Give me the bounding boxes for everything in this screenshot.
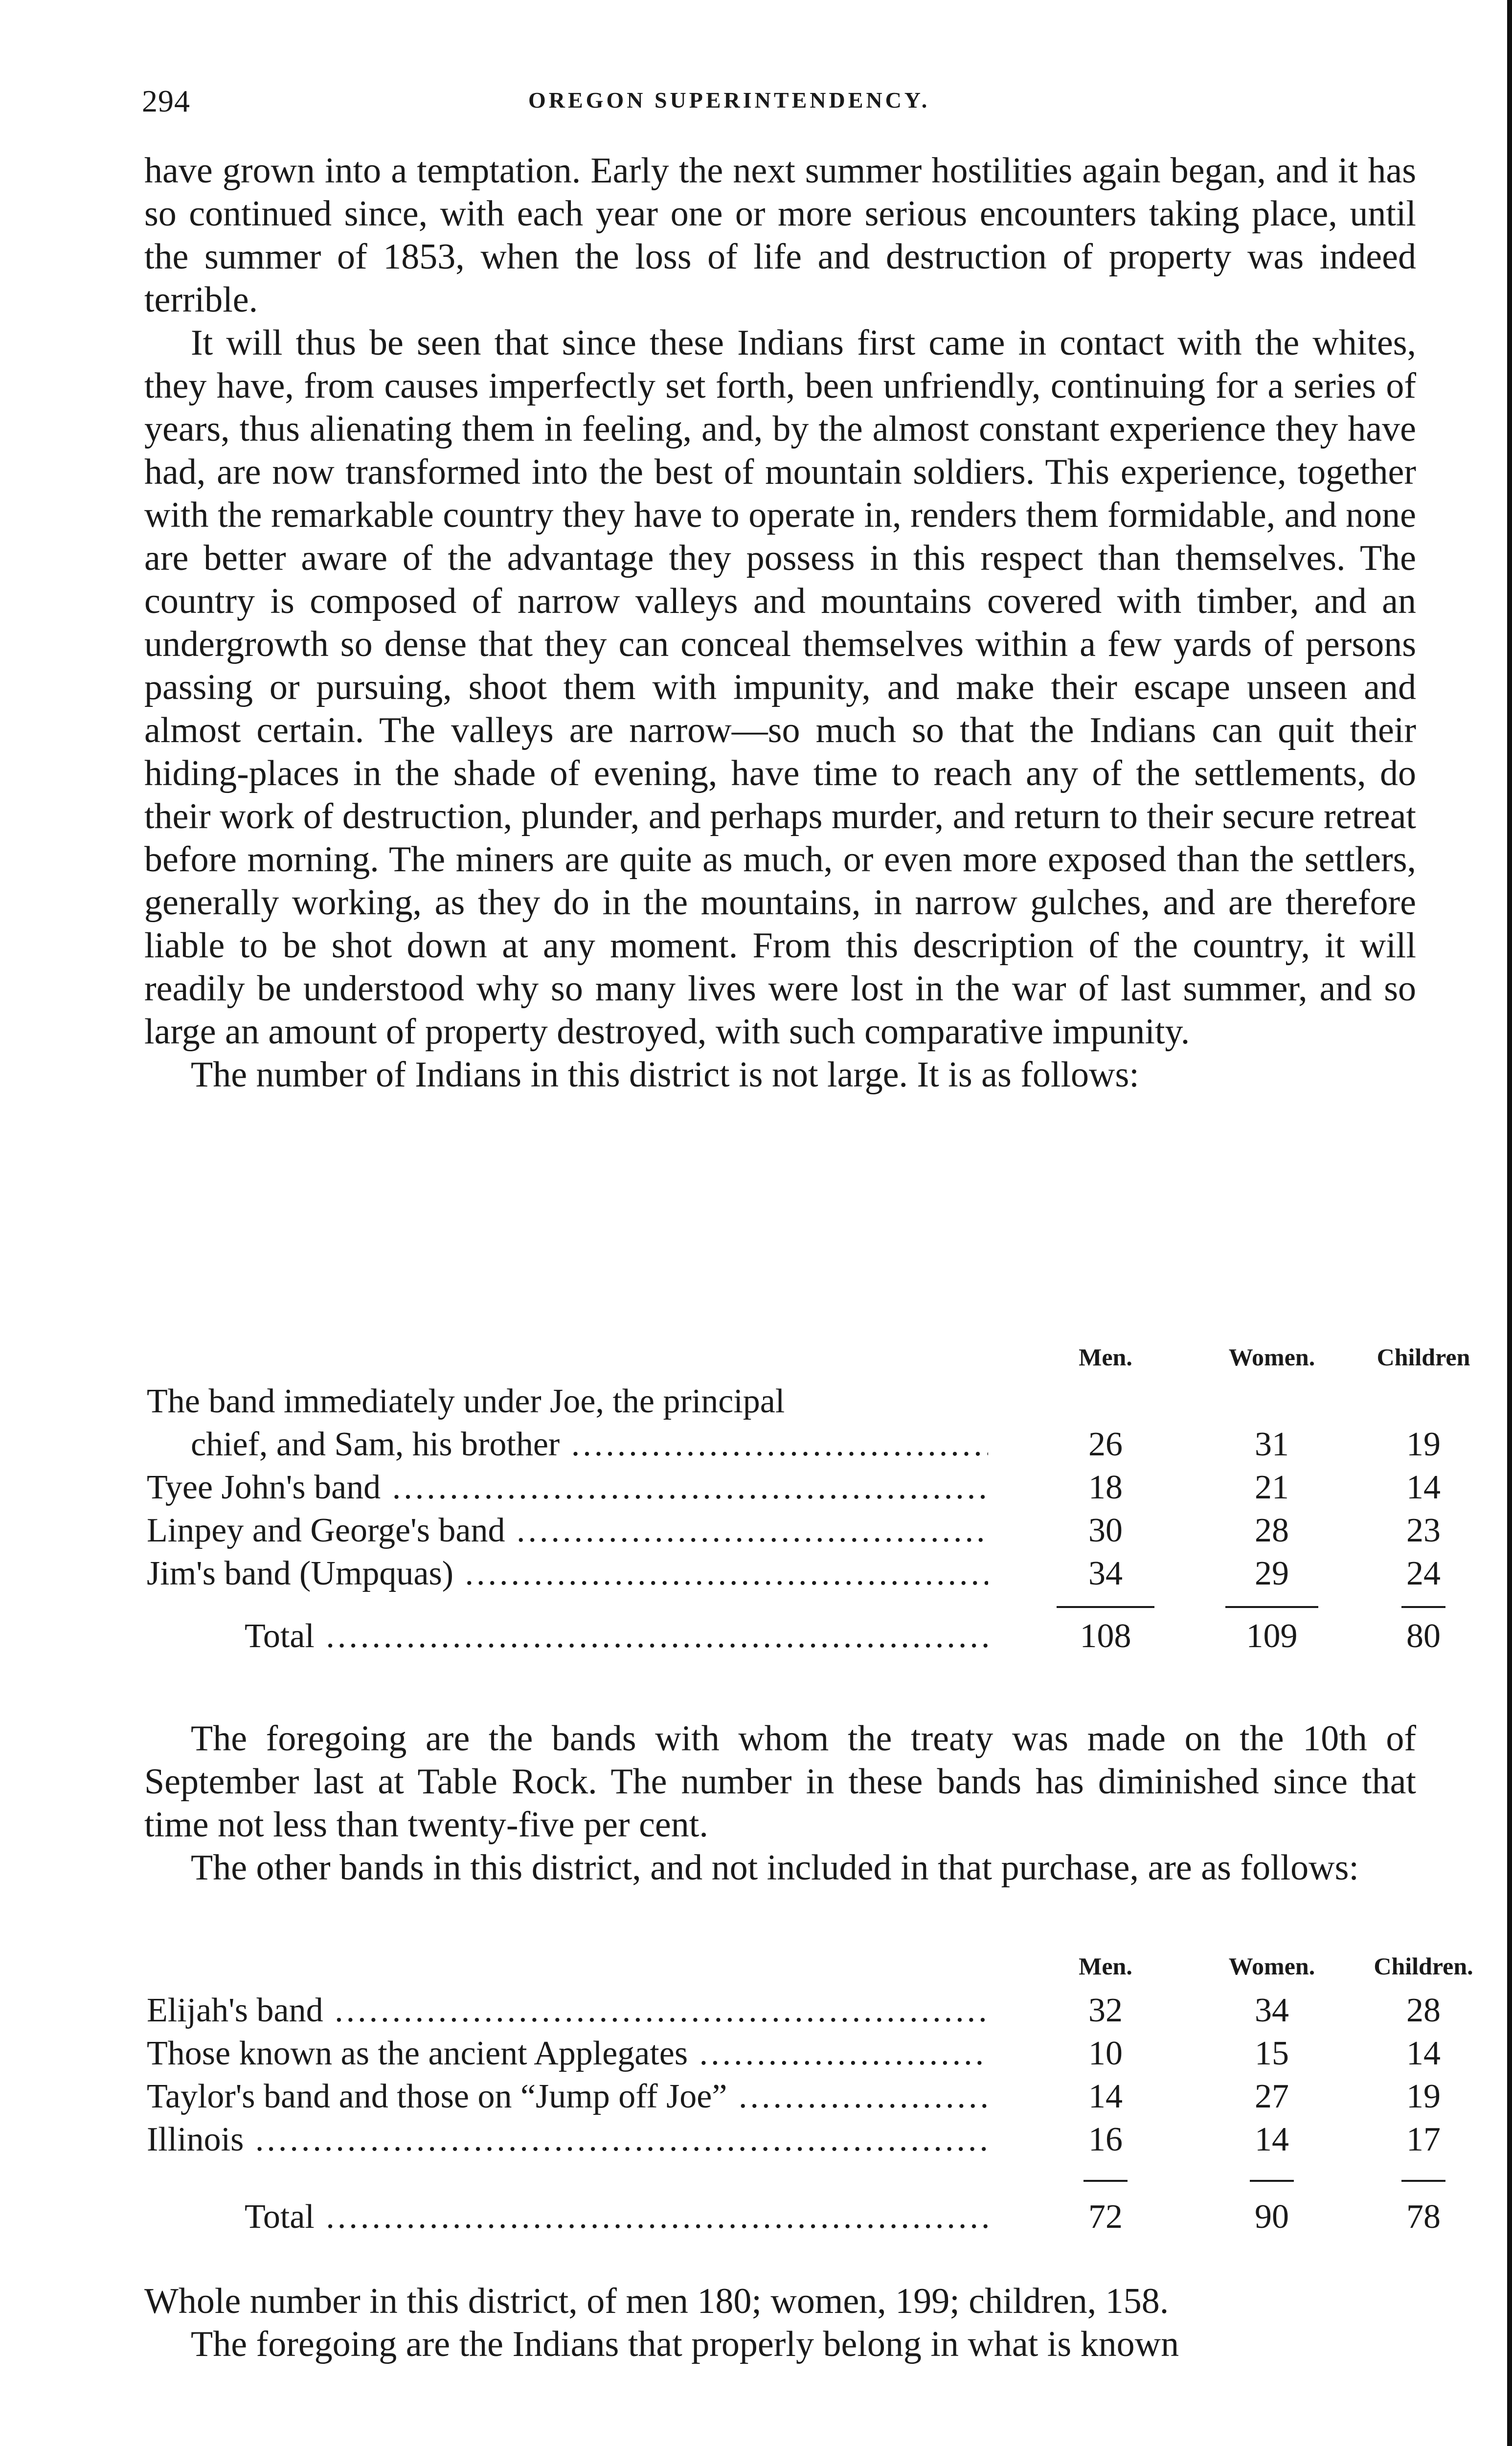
cell-men: 30 — [1088, 1512, 1123, 1549]
table-row-first-line — [147, 1382, 1419, 1425]
running-head: OREGON SUPERINTENDENCY. — [528, 88, 930, 113]
page-number: 294 — [142, 84, 190, 118]
paragraph: The other bands in this district, and not included in that purchase, are as follows: — [191, 1848, 1359, 1888]
cell-children: 23 — [1406, 1512, 1441, 1549]
row-label: Illinois ..... — [147, 2120, 988, 2159]
row-label: Those known as the ancient Applegates ..... — [147, 2034, 988, 2073]
cell-men: 26 — [1088, 1426, 1123, 1463]
column-header-men: Men. — [1079, 1343, 1132, 1371]
table-total-row — [147, 1617, 1441, 1660]
total-label: Total ..... — [245, 1617, 988, 1656]
column-header-men: Men. — [1079, 1952, 1132, 1980]
table-row — [147, 1554, 1441, 1597]
cell-children: 24 — [1406, 1555, 1441, 1592]
table-row — [147, 2120, 1441, 2163]
row-label: Linpey and George's band ..... — [147, 1511, 988, 1550]
table-row — [147, 1511, 1441, 1554]
body-text-block-3 — [144, 2280, 1416, 2366]
cell-men: 18 — [1088, 1469, 1123, 1506]
rule-line — [1083, 2180, 1128, 2182]
cell-children: 14 — [1406, 1469, 1441, 1506]
sum-rule — [147, 2163, 1419, 2197]
table-row — [147, 2034, 1441, 2077]
table-header — [147, 1343, 1470, 1382]
cell-children: 19 — [1406, 1426, 1441, 1463]
total-men: 108 — [1080, 1617, 1131, 1655]
body-text-block-1 — [144, 149, 1416, 1096]
table-row — [147, 2077, 1441, 2120]
cell-men: 32 — [1088, 1992, 1123, 2029]
total-children: 78 — [1406, 2198, 1441, 2236]
table-row — [147, 1468, 1441, 1511]
row-label: Elijah's band ..... — [147, 1991, 988, 2030]
column-header-children: Children. — [1374, 1952, 1473, 1980]
paragraph: have grown into a temptation. Early the next summer hostilities again began, and it has so continued since, with each year one or more serious encounters taking place, until the summer of 1853, when the loss of life and destruction of property was indeed terrible. — [144, 151, 1416, 320]
cell-men: 34 — [1088, 1555, 1123, 1592]
row-label: Taylor's band and those on “Jump off Joe” ..... — [147, 2077, 988, 2116]
total-women: 90 — [1255, 2198, 1289, 2236]
cell-children: 28 — [1406, 1992, 1441, 2029]
row-label: chief, and Sam, his brother ..... — [191, 1425, 988, 1464]
cell-women: 21 — [1255, 1469, 1289, 1506]
rule-line — [1401, 2180, 1445, 2182]
paragraph: The number of Indians in this district is not large. It is as follows: — [191, 1055, 1139, 1095]
column-header-women: Women. — [1228, 1952, 1315, 1980]
cell-women: 34 — [1255, 1992, 1289, 2029]
cell-men: 16 — [1088, 2121, 1123, 2158]
cell-women: 29 — [1255, 1555, 1289, 1592]
column-header-children: Children — [1377, 1343, 1470, 1371]
cell-children: 17 — [1406, 2121, 1441, 2158]
total-label: Total ..... — [245, 2197, 988, 2237]
rule-line — [1401, 1606, 1445, 1608]
population-table-1 — [147, 1343, 1470, 1660]
row-label: The band immediately under Joe, the principal — [147, 1382, 785, 1420]
row-label: Tyee John's band ..... — [147, 1468, 988, 1507]
paragraph: Whole number in this district, of men 180; women, 199; children, 158. — [144, 2281, 1169, 2321]
body-text-block-2 — [144, 1717, 1416, 1889]
table-header — [147, 1952, 1473, 1991]
rule-line — [1250, 2180, 1294, 2182]
rule-line — [1225, 1606, 1318, 1608]
cell-children: 14 — [1406, 2035, 1441, 2072]
paragraph: The foregoing are the Indians that properly belong in what is known — [191, 2324, 1179, 2364]
page-header — [0, 83, 1512, 132]
cell-children: 19 — [1406, 2078, 1441, 2115]
total-men: 72 — [1088, 2198, 1123, 2236]
cell-men: 14 — [1088, 2078, 1123, 2115]
total-women: 109 — [1246, 1617, 1298, 1655]
population-table-2 — [147, 1952, 1473, 2241]
column-header-women: Women. — [1228, 1343, 1315, 1371]
cell-women: 15 — [1255, 2035, 1289, 2072]
cell-women: 14 — [1255, 2121, 1289, 2158]
row-label: Jim's band (Umpquas) ..... — [147, 1554, 988, 1593]
sum-rule — [147, 1597, 1419, 1617]
cell-women: 28 — [1255, 1512, 1289, 1549]
rule-line — [1057, 1606, 1154, 1608]
cell-women: 27 — [1255, 2078, 1289, 2115]
paragraph: It will thus be seen that since these Indians first came in contact with the whites, they have, from causes imperfectly set forth, been unfriendly, continuing for a series of years, thus alienating them in feeling, and, by the almost constant experience they have had, are now transformed into the best of mountain soldiers. This experience, together with the remarkable country they have to operate in, renders them formidable, and none are better aware of the advantage they possess in this respect than themselves. The country is composed of narrow valleys and mountains covered with timber, and an undergrowth so dense that they can conceal themselves within a few yards of persons passing or pursuing, shoot them with impunity, and make their escape unseen and almost certain. The valleys are narrow—so much so that the Indians can quit their hiding-places in the shade of evening, have time to reach any of the settlements, do their work of destruction, plunder, and perhaps murder, and return to their secure retreat before morning. The miners are quite as much, or even more exposed than the settlers, generally working, as they do in the mountains, in narrow gulches, and are therefore liable to be shot down at any moment. From this description of the country, it will readily be understood why so many lives were lost in the war of last summer, and so large an amount of property destroyed, with such comparative impunity. — [144, 323, 1416, 1052]
table-row — [147, 1425, 1441, 1468]
total-children: 80 — [1406, 1617, 1441, 1655]
paragraph: The foregoing are the bands with whom the treaty was made on the 10th of September last at Table Rock. The number in these bands has diminished since that time not less than twenty-five per cent. — [144, 1719, 1416, 1845]
cell-men: 10 — [1088, 2035, 1123, 2072]
table-row — [147, 1991, 1441, 2034]
table-total-row — [147, 2197, 1441, 2241]
cell-women: 31 — [1255, 1426, 1289, 1463]
